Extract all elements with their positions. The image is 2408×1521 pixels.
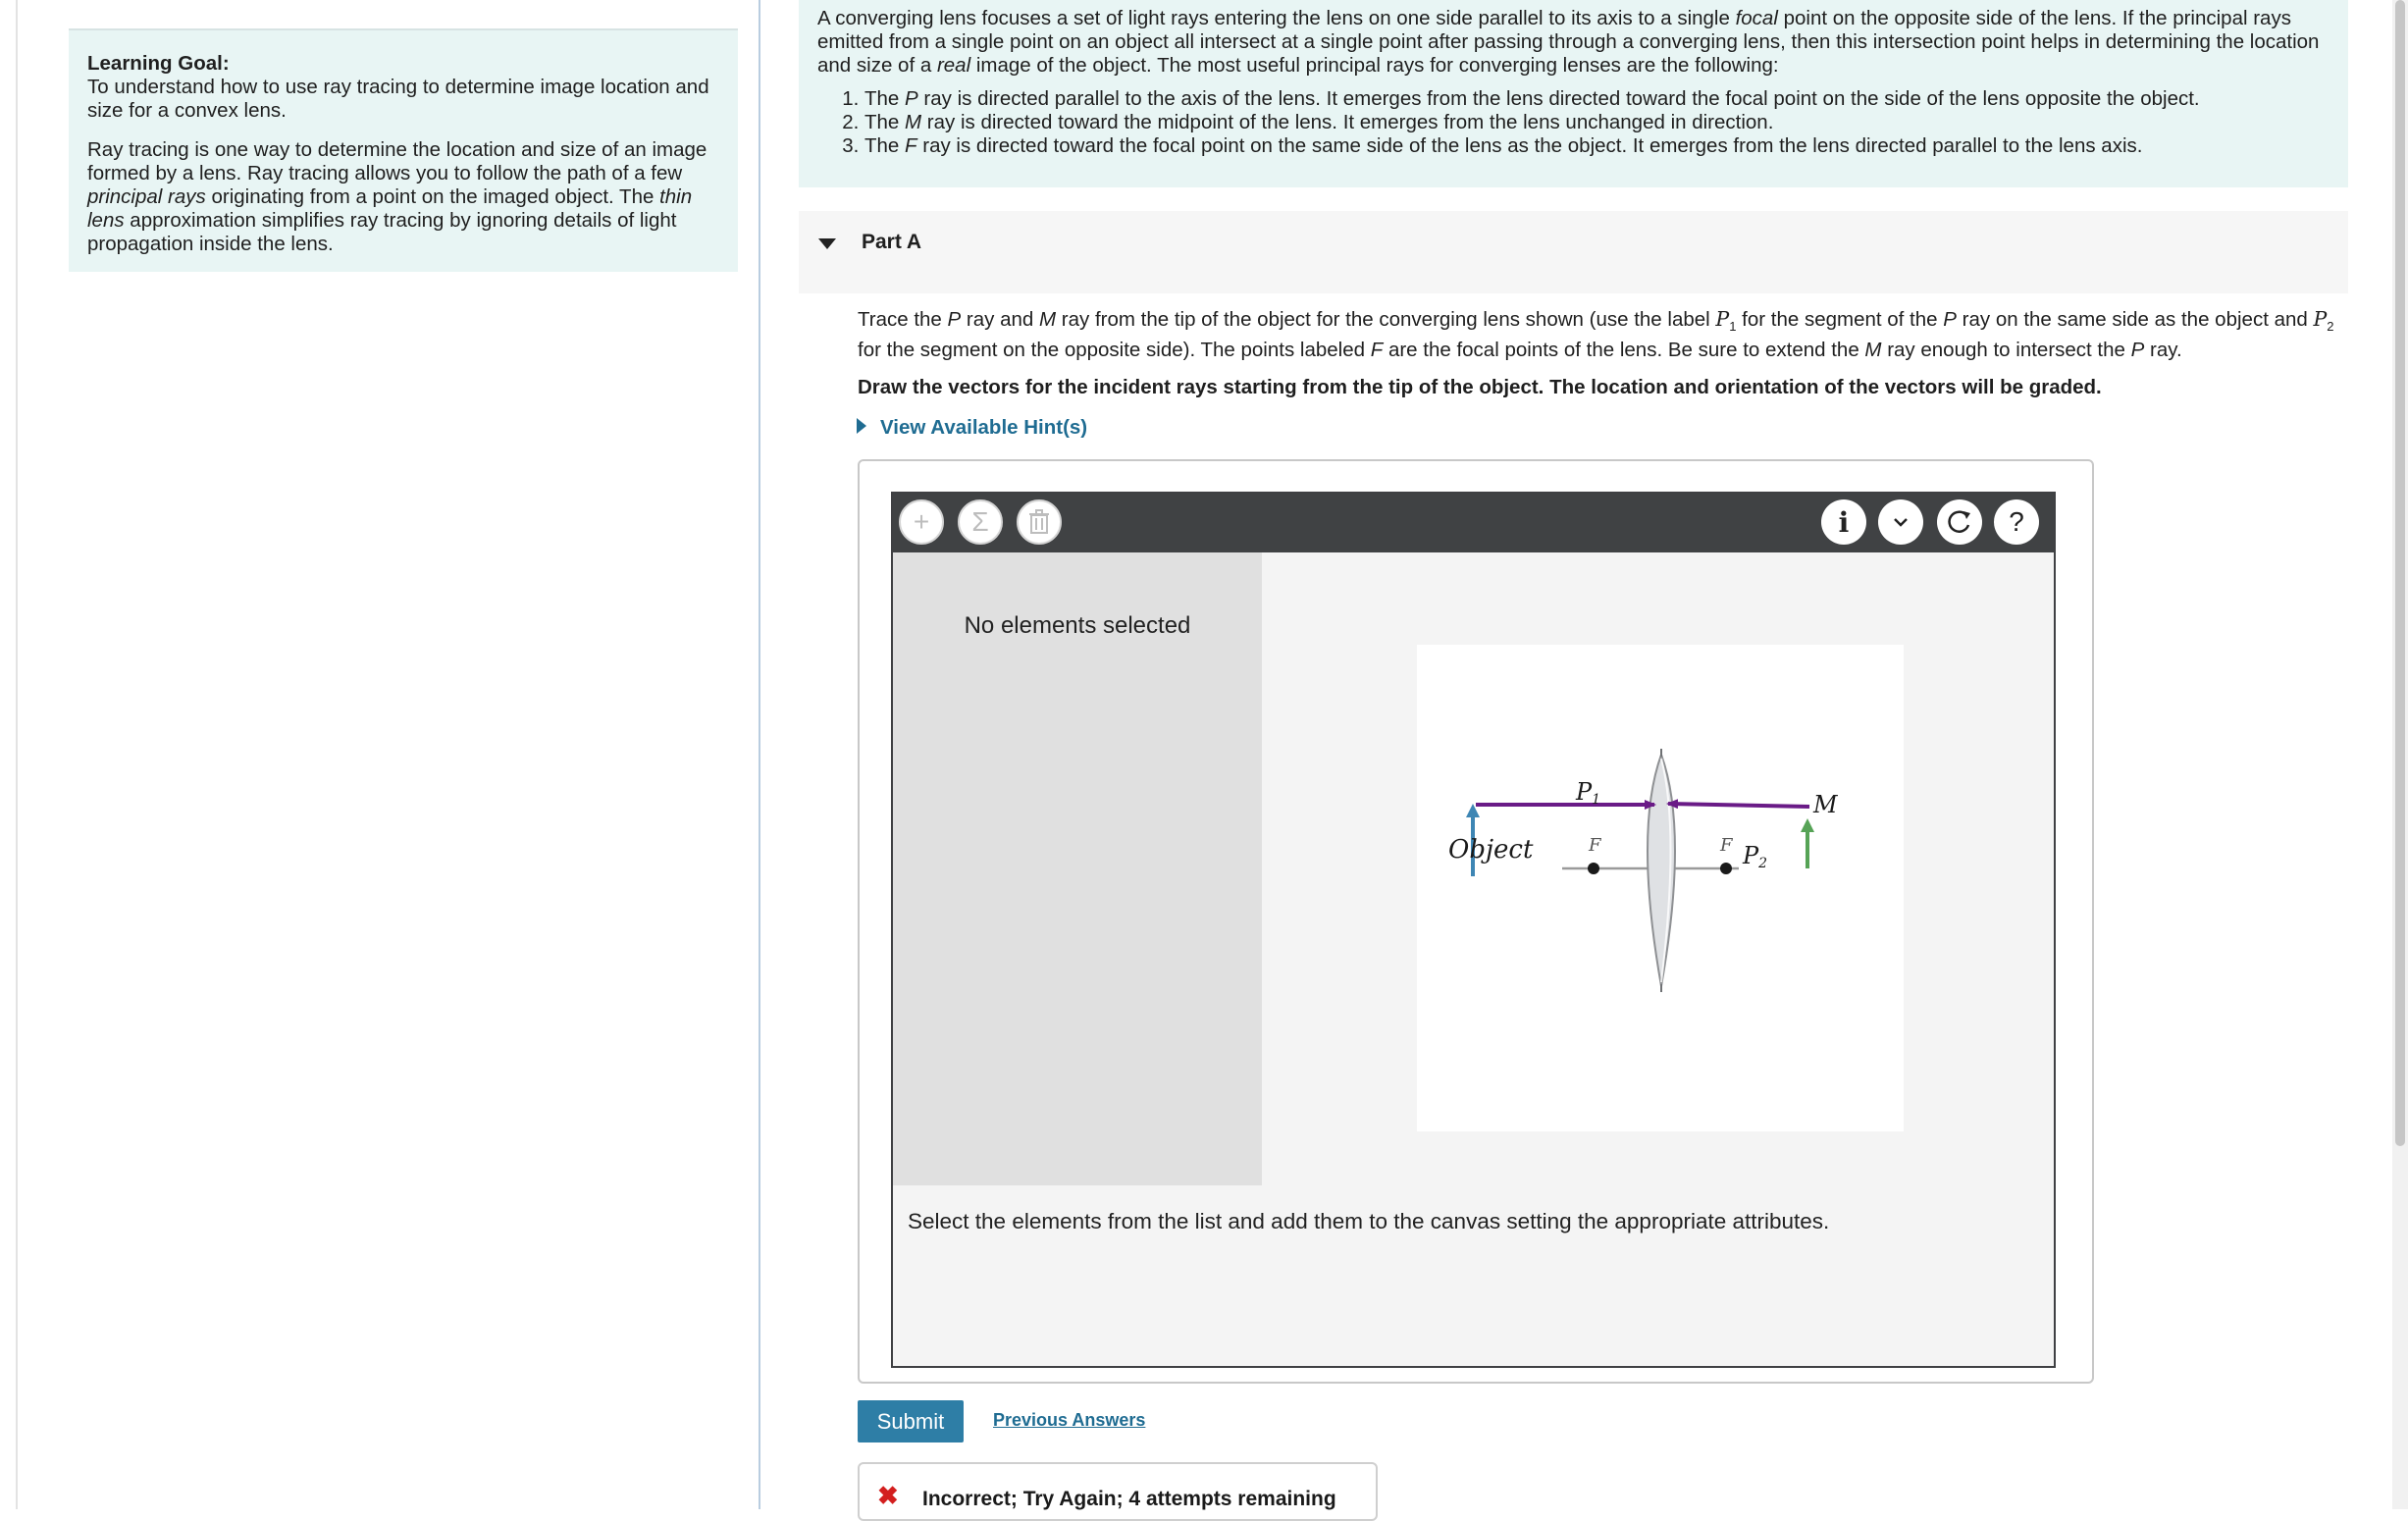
plus-icon: + bbox=[913, 506, 930, 537]
learning-goal-heading: Learning Goal: bbox=[87, 52, 230, 75]
m-ray-vector[interactable] bbox=[1668, 804, 1809, 807]
reset-button[interactable] bbox=[1937, 499, 1982, 545]
help-button[interactable] bbox=[1994, 499, 2039, 545]
question-prompt: Trace the P ray and M ray from the tip of the object for the converging lens shown (use the label $P_1$ for the segment of the P ray on the same side as the object and $P_2$ for the segment on the opposite side). The points labeled F are the focal points of the lens. Be sure to extend the M ray enough to intersect the P ray. bbox=[858, 307, 2334, 362]
list-item: 2. The M ray is directed toward the midpoint of the lens. It emerges from the lens unchanged in direction. bbox=[864, 111, 2329, 134]
trash-icon bbox=[1028, 509, 1050, 535]
focal-point-left bbox=[1588, 863, 1599, 874]
info-icon: i bbox=[1838, 505, 1850, 539]
drawing-tool bbox=[891, 492, 2056, 1368]
m-label: M bbox=[1813, 791, 1838, 818]
column-divider bbox=[759, 0, 760, 1509]
focal-point-right bbox=[1720, 863, 1732, 874]
drawing-canvas[interactable] bbox=[1417, 645, 1904, 1131]
list-item: 3. The F ray is directed toward the focal point on the same side of the lens as the object. It emerges from the lens directed parallel to the lens axis. bbox=[864, 134, 2329, 158]
question-instruction: Draw the vectors for the incident rays starting from the tip of the object. The location and orientation of the vectors will be graded. bbox=[858, 376, 2102, 399]
incorrect-x-icon: ✖ bbox=[877, 1481, 899, 1510]
tool-instruction: Select the elements from the list and add them to the canvas setting the appropriate attributes. bbox=[908, 1209, 1830, 1233]
ray-diagram[interactable] bbox=[1417, 645, 1904, 1131]
question-text bbox=[858, 307, 2349, 399]
intro-box bbox=[799, 0, 2348, 187]
chevron-down-icon bbox=[1892, 516, 1910, 528]
learning-goal-text: To understand how to use ray tracing to determine image location and size for a convex lens. bbox=[87, 76, 709, 122]
tool-toolbar bbox=[893, 494, 2054, 552]
element-properties-panel bbox=[893, 552, 1262, 1185]
feedback-text: Incorrect; Try Again; 4 attempts remaining bbox=[922, 1488, 1336, 1510]
learning-goal-box bbox=[69, 28, 738, 272]
part-a-title: Part A bbox=[862, 231, 922, 253]
drawing-tool-frame bbox=[858, 459, 2094, 1384]
vector-sum-button[interactable] bbox=[958, 499, 1003, 545]
left-border bbox=[16, 0, 18, 1509]
feedback-box bbox=[858, 1462, 1378, 1521]
previous-answers-link[interactable]: Previous Answers bbox=[993, 1410, 1146, 1430]
expand-triangle-icon bbox=[857, 418, 866, 434]
p2-label: P2 bbox=[1743, 842, 1768, 871]
focal-label-left: F bbox=[1589, 835, 1601, 856]
scrollbar-thumb[interactable] bbox=[2395, 0, 2405, 1146]
reset-icon bbox=[1945, 507, 1974, 537]
part-a-header[interactable] bbox=[799, 211, 2348, 293]
intro-paragraph: A converging lens focuses a set of light rays entering the lens on one side parallel to its axis to a single focal point on the opposite side of the lens. If the principal rays emitted from a single point on an object all intersect at a single point after passing through a converging lens, then this intersection point helps in determining the location and size of a real image of the object. The most useful principal rays for converging lenses are the following: bbox=[817, 7, 2320, 77]
object-label: Object bbox=[1448, 835, 1534, 865]
collapse-triangle-icon[interactable] bbox=[818, 238, 836, 249]
sigma-icon: Σ bbox=[971, 506, 989, 537]
info-button[interactable] bbox=[1821, 499, 1866, 545]
delete-button[interactable] bbox=[1017, 499, 1062, 545]
view-hints-link[interactable]: View Available Hint(s) bbox=[857, 416, 1087, 440]
page-scrollbar[interactable] bbox=[2392, 0, 2408, 1509]
image-arrowhead bbox=[1801, 818, 1814, 832]
p1-label: P1 bbox=[1576, 778, 1601, 808]
options-button[interactable] bbox=[1878, 499, 1923, 545]
no-selection-message: No elements selected bbox=[964, 612, 1191, 639]
focal-label-right: F bbox=[1720, 835, 1733, 856]
principal-rays-list bbox=[817, 87, 2329, 158]
submit-button[interactable]: Submit bbox=[858, 1400, 964, 1442]
help-icon: ? bbox=[2009, 506, 2024, 537]
add-element-button[interactable] bbox=[899, 499, 944, 545]
ray-tracing-paragraph: Ray tracing is one way to determine the location and size of an image formed by a lens. Ray tracing allows you to follow the path of a few principal rays originating from a point on the imaged object. The thin lens approximation simplifies ray tracing by ignoring details of light propagation inside the lens. bbox=[87, 138, 707, 255]
list-item: 1. The P ray is directed parallel to the axis of the lens. It emerges from the lens directed toward the focal point on the side of the lens opposite the object. bbox=[864, 87, 2329, 111]
